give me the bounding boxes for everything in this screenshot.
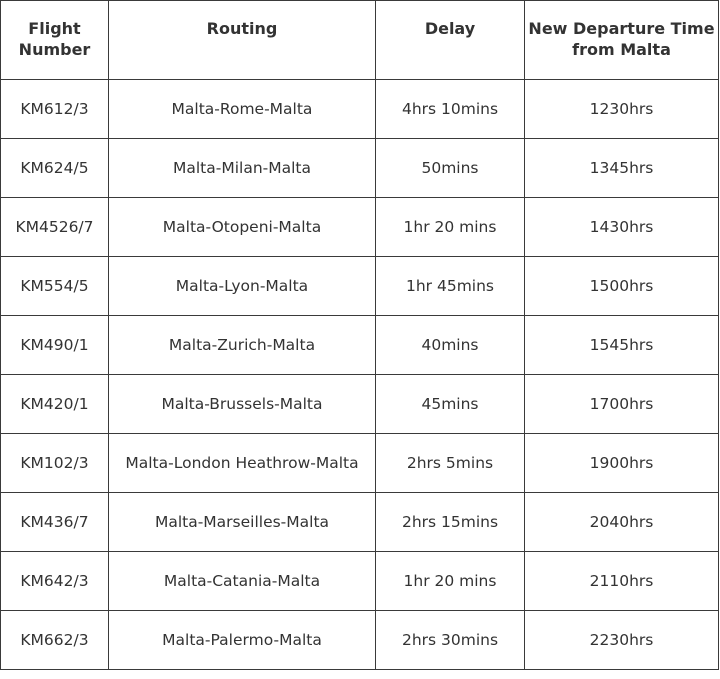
cell-delay: 2hrs 15mins [376,493,525,552]
header-line: Number [18,40,91,59]
header-routing [109,1,376,80]
cell-departure-time: 2040hrs [525,493,719,552]
table-row [1,493,719,552]
cell-delay: 1hr 45mins [376,257,525,316]
cell-flight-number: KM642/3 [1,552,109,611]
header-delay [376,1,525,80]
table-row [1,434,719,493]
cell-flight-number: KM490/1 [1,316,109,375]
table-row [1,257,719,316]
cell-flight-number: KM436/7 [1,493,109,552]
cell-delay: 40mins [376,316,525,375]
cell-flight-number: KM420/1 [1,375,109,434]
cell-routing: Malta-Rome-Malta [109,80,376,139]
cell-departure-time: 1345hrs [525,139,719,198]
table-row [1,316,719,375]
cell-flight-number: KM612/3 [1,80,109,139]
cell-departure-time: 1700hrs [525,375,719,434]
header-line: Flight [28,19,81,38]
cell-routing: Malta-Milan-Malta [109,139,376,198]
table-row [1,80,719,139]
cell-flight-number: KM4526/7 [1,198,109,257]
cell-flight-number: KM102/3 [1,434,109,493]
cell-departure-time: 1500hrs [525,257,719,316]
header-line: Routing [206,19,278,38]
header-line: New Departure Time [528,19,715,38]
cell-routing: Malta-Marseilles-Malta [109,493,376,552]
cell-routing: Malta-Zurich-Malta [109,316,376,375]
table-row [1,375,719,434]
table-row [1,552,719,611]
cell-routing: Malta-Catania-Malta [109,552,376,611]
cell-routing: Malta-Otopeni-Malta [109,198,376,257]
cell-routing: Malta-Palermo-Malta [109,611,376,670]
header-line: from Malta [572,40,671,59]
cell-delay: 4hrs 10mins [376,80,525,139]
cell-delay: 45mins [376,375,525,434]
table-row [1,139,719,198]
table-header [1,1,719,80]
cell-departure-time: 1230hrs [525,80,719,139]
cell-departure-time: 2230hrs [525,611,719,670]
cell-delay: 1hr 20 mins [376,552,525,611]
table-body [1,80,719,670]
cell-departure-time: 1430hrs [525,198,719,257]
cell-departure-time: 1545hrs [525,316,719,375]
cell-flight-number: KM624/5 [1,139,109,198]
cell-departure-time: 1900hrs [525,434,719,493]
cell-routing: Malta-London Heathrow-Malta [109,434,376,493]
cell-delay: 2hrs 30mins [376,611,525,670]
table-row [1,198,719,257]
cell-delay: 1hr 20 mins [376,198,525,257]
cell-routing: Malta-Brussels-Malta [109,375,376,434]
table-row [1,611,719,670]
header-line: Delay [424,19,476,38]
cell-delay: 2hrs 5mins [376,434,525,493]
cell-flight-number: KM554/5 [1,257,109,316]
header-flight-number [1,1,109,80]
header-new-departure-time [525,1,719,80]
header-row [1,1,719,80]
cell-delay: 50mins [376,139,525,198]
cell-routing: Malta-Lyon-Malta [109,257,376,316]
cell-departure-time: 2110hrs [525,552,719,611]
cell-flight-number: KM662/3 [1,611,109,670]
